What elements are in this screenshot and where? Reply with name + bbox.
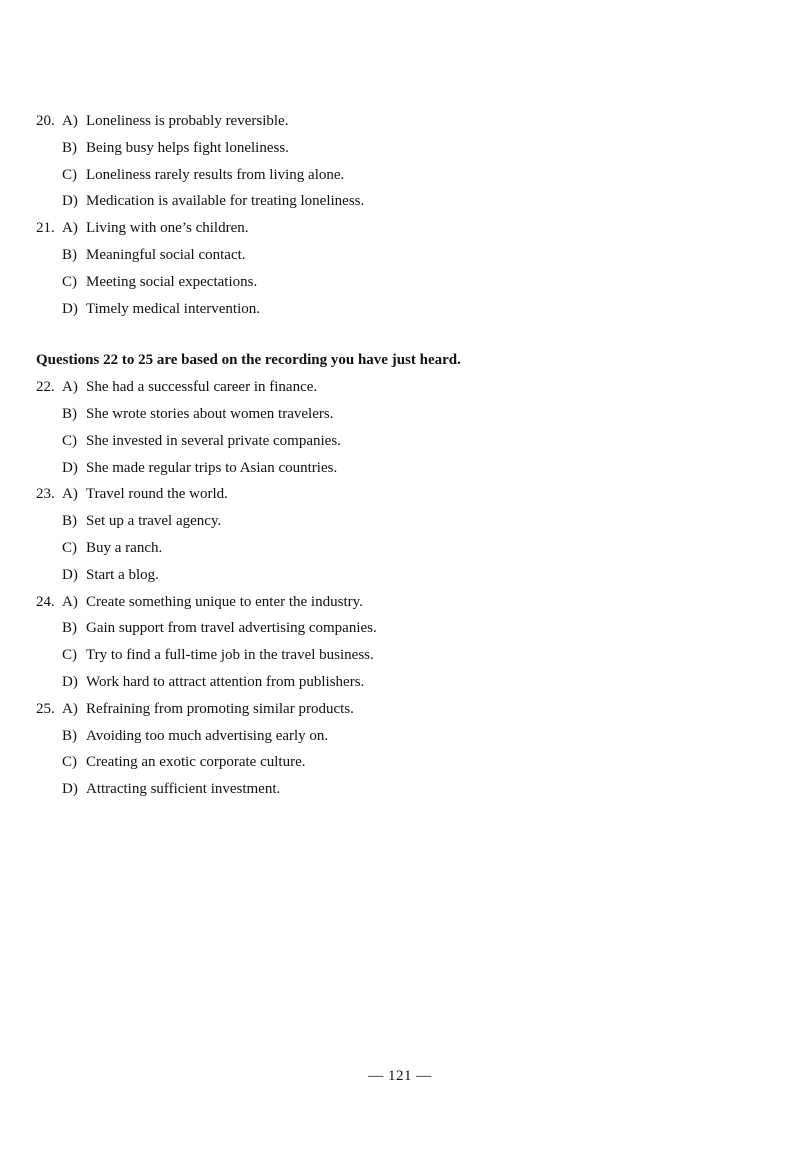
question-number: 21.: [36, 220, 55, 237]
question-option: [36, 508, 756, 535]
option-text: Loneliness rarely results from living alone.: [86, 166, 345, 183]
option-text: Refraining from promoting similar products.: [86, 700, 354, 717]
question-option: [36, 269, 756, 296]
option-letter: D): [62, 300, 78, 317]
option-text: Loneliness is probably reversible.: [86, 113, 289, 129]
question-option: [36, 401, 756, 428]
option-text: Try to find a full-time job in the travel business.: [86, 647, 374, 664]
section-gap: [36, 322, 756, 347]
option-letter: C): [62, 166, 77, 183]
question-number: 24.: [36, 593, 55, 610]
option-letter: D): [62, 459, 78, 476]
option-text: She invested in several private companies.: [86, 432, 341, 449]
option-letter: B): [62, 513, 77, 530]
option-text: Avoiding too much advertising early on.: [86, 727, 329, 744]
option-letter: A): [62, 113, 78, 129]
question-option: [36, 296, 756, 323]
option-letter: B): [62, 620, 77, 637]
question-option: [36, 669, 756, 696]
question-option: [36, 481, 756, 508]
option-text: Start a blog.: [86, 566, 159, 583]
question-option: [36, 776, 756, 803]
question-option: [36, 215, 756, 242]
section-heading: Questions 22 to 25 are based on the recording you have just heard.: [36, 352, 461, 369]
option-letter: D): [62, 193, 78, 210]
option-text: Creating an exotic corporate culture.: [86, 754, 306, 771]
option-letter: A): [62, 220, 78, 237]
option-text: Create something unique to enter the industry.: [86, 593, 363, 610]
question-option: [36, 749, 756, 776]
question-number: 25.: [36, 700, 55, 717]
option-text: She had a successful career in finance.: [86, 379, 318, 396]
option-letter: A): [62, 379, 78, 396]
option-letter: D): [62, 781, 78, 798]
option-text: She made regular trips to Asian countries.: [86, 459, 338, 476]
question-option: [36, 589, 756, 616]
question-option: [36, 428, 756, 455]
option-text: Being busy helps fight loneliness.: [86, 139, 289, 156]
page-number: — 121 —: [368, 1068, 432, 1084]
question-option: [36, 188, 756, 215]
option-letter: B): [62, 246, 77, 263]
question-block-1: [36, 108, 756, 322]
option-letter: B): [62, 405, 77, 422]
option-letter: C): [62, 647, 77, 664]
question-option: [36, 615, 756, 642]
option-letter: C): [62, 754, 77, 771]
question-option: [36, 723, 756, 750]
option-letter: C): [62, 432, 77, 449]
option-letter: C): [62, 273, 77, 290]
option-text: Travel round the world.: [86, 486, 228, 503]
option-letter: B): [62, 727, 77, 744]
option-letter: A): [62, 486, 78, 503]
option-text: Meaningful social contact.: [86, 246, 246, 263]
option-text: Work hard to attract attention from publishers.: [86, 673, 365, 690]
option-text: Buy a ranch.: [86, 539, 163, 556]
option-text: Medication is available for treating loneliness.: [86, 193, 365, 210]
option-text: Living with one’s children.: [86, 220, 249, 237]
option-text: She wrote stories about women travelers.: [86, 405, 334, 422]
option-letter: B): [62, 139, 77, 156]
option-letter: A): [62, 700, 78, 717]
question-option: [36, 696, 756, 723]
question-option: [36, 135, 756, 162]
option-letter: A): [62, 593, 78, 610]
question-option: [36, 162, 756, 189]
question-number: 23.: [36, 486, 55, 503]
question-option: [36, 642, 756, 669]
option-text: Timely medical intervention.: [86, 300, 261, 317]
option-text: Attracting sufficient investment.: [86, 781, 281, 798]
question-number: 22.: [36, 379, 55, 396]
question-option: [36, 455, 756, 482]
option-letter: C): [62, 539, 77, 556]
question-option: [36, 242, 756, 269]
question-content: [36, 108, 756, 803]
option-text: Meeting social expectations.: [86, 273, 258, 290]
option-text: Set up a travel agency.: [86, 513, 222, 530]
question-option: [36, 535, 756, 562]
question-block-2: [36, 374, 756, 803]
question-number: 20.: [36, 113, 55, 129]
question-option: [36, 562, 756, 589]
option-letter: D): [62, 566, 78, 583]
option-text: Gain support from travel advertising companies.: [86, 620, 377, 637]
question-option: [36, 374, 756, 401]
option-letter: D): [62, 673, 78, 690]
question-option: [36, 108, 756, 135]
